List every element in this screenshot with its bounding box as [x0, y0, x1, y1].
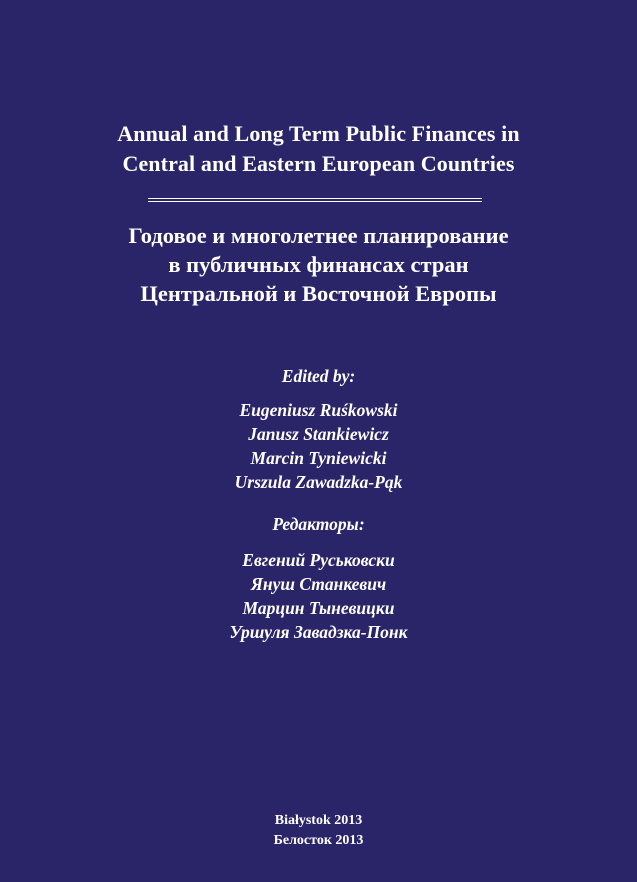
editor-name: Janusz Stankiewicz	[248, 424, 389, 444]
title-english-line-2: Central and Eastern European Countries	[122, 151, 515, 176]
title-russian-line-2: в публичных финансах стран	[168, 252, 469, 277]
editor-name: Urszula Zawadzka-Pąk	[234, 472, 403, 492]
editors-russian	[0, 548, 637, 644]
title-english	[0, 119, 637, 179]
editor-name-russian: Януш Станкевич	[250, 574, 387, 594]
title-russian-line-3: Центральной и Восточной Европы	[140, 281, 497, 306]
title-divider	[148, 198, 482, 202]
editor-name-russian: Марцин Тыневицки	[242, 598, 395, 618]
place-year-polish: Białystok 2013	[274, 813, 363, 828]
editor-name: Eugeniusz Ruśkowski	[239, 400, 398, 420]
editor-name-russian: Уршуля Завадзка-Понк	[229, 622, 408, 642]
title-russian-line-1: Годовое и многолетнее планирование	[128, 223, 509, 248]
editors-russian-label: Редакторы:	[272, 514, 365, 534]
editors-english	[0, 398, 637, 494]
title-russian	[0, 221, 637, 308]
editor-name-russian: Евгений Руськовски	[242, 550, 395, 570]
place-year-russian: Белосток 2013	[273, 833, 364, 848]
edited-by-label: Edited by:	[281, 366, 356, 386]
editor-name: Marcin Tyniewicki	[250, 448, 387, 468]
place-and-year	[0, 811, 637, 851]
title-english-line-1: Annual and Long Term Public Finances in	[117, 121, 520, 146]
